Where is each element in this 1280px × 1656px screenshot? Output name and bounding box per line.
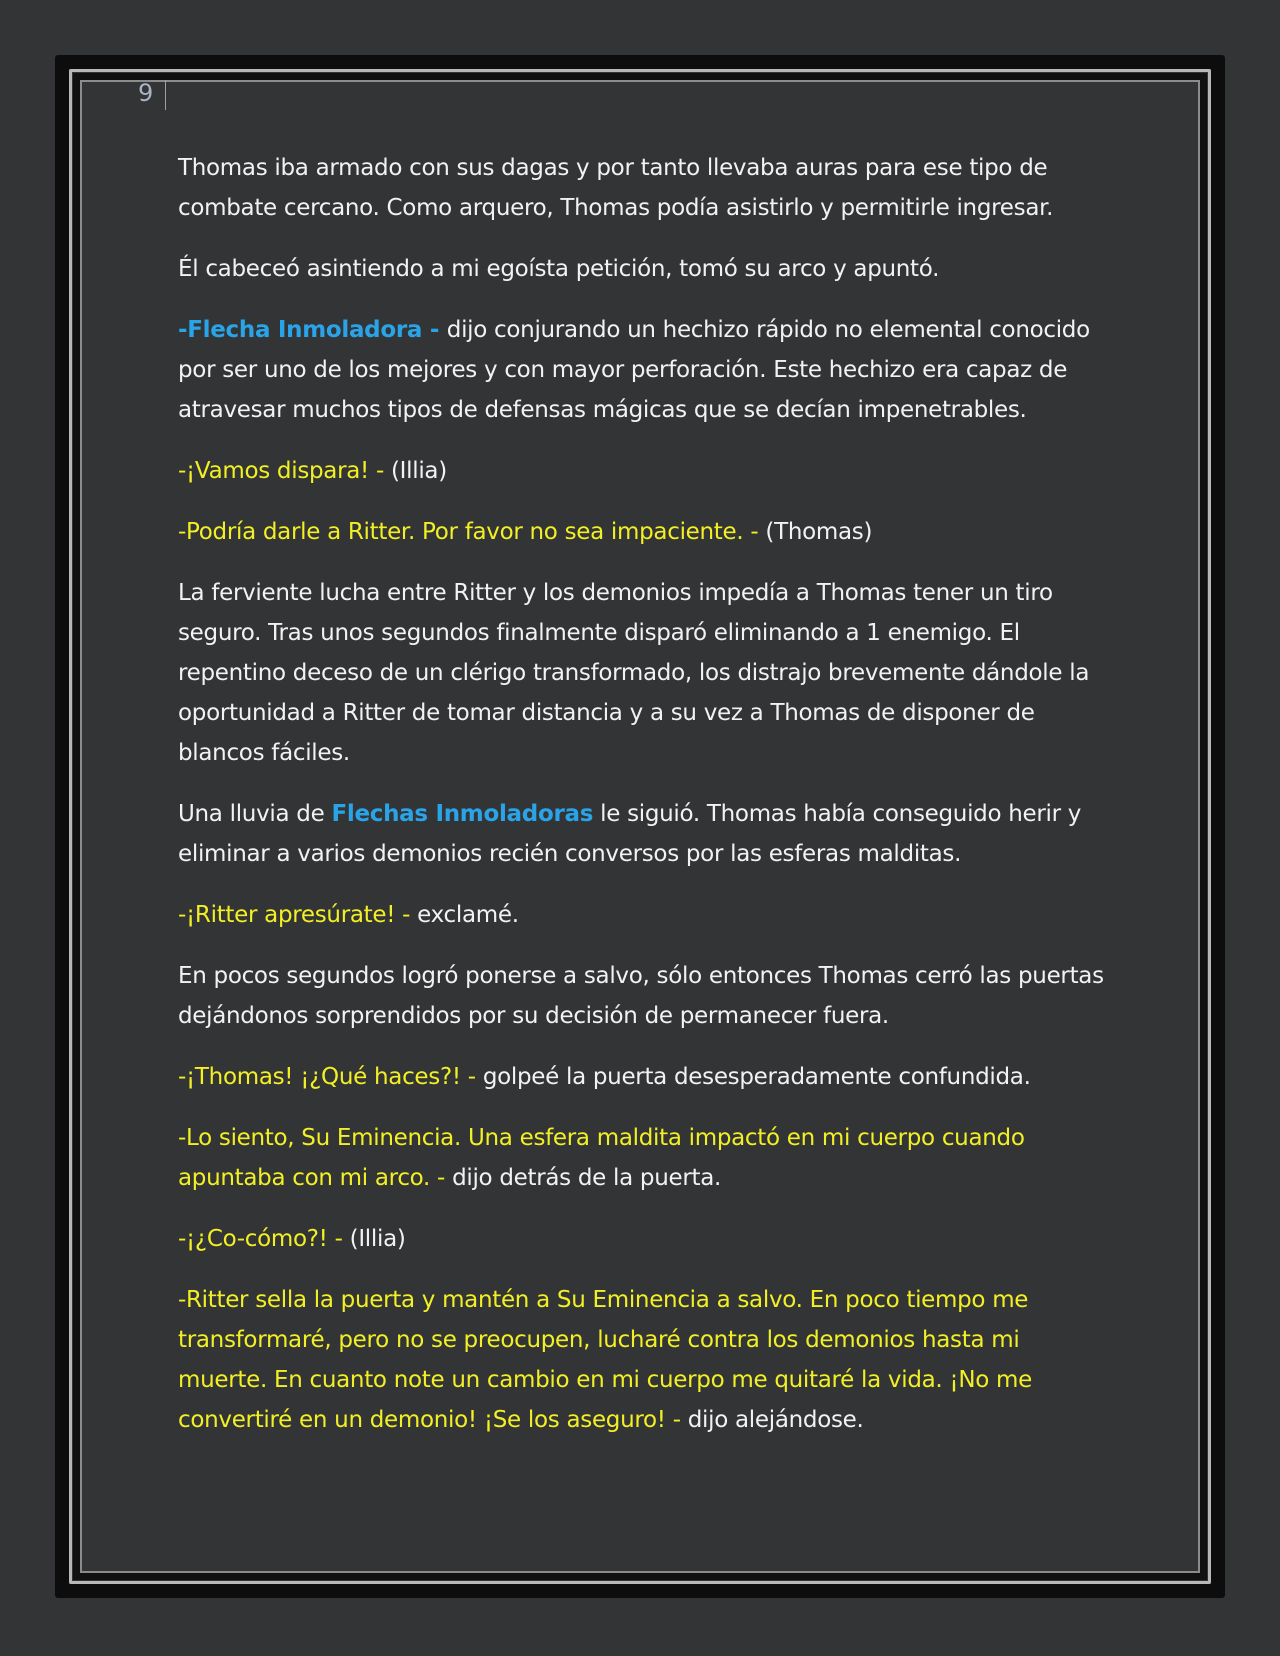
narration-text: La ferviente lucha entre Ritter y los demonios impedía a Thomas tener un tiro seguro. Tras unos segundos finalmente disparó eliminando a 1 enemigo. El repentino deceso de un clérigo transformado, los distrajo brevemente dándole la oportunidad a Ritter de tomar distancia y a su vez a Thomas de disponer de blancos fáciles. bbox=[178, 580, 1090, 766]
dialogue-text: -¡Vamos dispara! - bbox=[178, 458, 391, 484]
narration-text: le siguió. Thomas había conseguido herir y eliminar a varios demonios recién conversos por las esferas malditas. bbox=[178, 801, 1082, 867]
paragraph bbox=[178, 310, 1108, 430]
paragraph bbox=[178, 1057, 1108, 1097]
paragraph bbox=[178, 573, 1108, 773]
paragraph bbox=[178, 1118, 1108, 1198]
spell-name: Flechas Inmoladoras bbox=[331, 801, 594, 827]
narration-text: (Thomas) bbox=[765, 519, 873, 545]
paragraph bbox=[178, 794, 1108, 874]
paragraph bbox=[178, 1280, 1108, 1440]
narration-text: Él cabeceó asintiendo a mi egoísta petición, tomó su arco y apuntó. bbox=[178, 256, 940, 282]
narration-text: Thomas iba armado con sus dagas y por tanto llevaba auras para ese tipo de combate cercano. Como arquero, Thomas podía asistirlo y permitirle ingresar. bbox=[178, 155, 1054, 221]
dialogue-text: -¡Thomas! ¡¿Qué haces?! - bbox=[178, 1064, 483, 1090]
dialogue-text: -Podría darle a Ritter. Por favor no sea impaciente. - bbox=[178, 519, 766, 545]
paragraph bbox=[178, 148, 1108, 228]
page-number: 9 bbox=[138, 79, 154, 107]
narration-text: (Illia) bbox=[349, 1226, 406, 1252]
narration-text: exclamé. bbox=[417, 902, 519, 928]
story-text bbox=[178, 148, 1108, 1461]
dialogue-text: -Ritter sella la puerta y mantén a Su Eminencia a salvo. En poco tiempo me transformaré, pero no se preocupen, lucharé contra los demonios hasta mi muerte. En cuanto note un cambio en mi cuerpo me quitaré la vida. ¡No me convertiré en un demonio! ¡Se los aseguro! - bbox=[178, 1287, 1032, 1433]
paragraph bbox=[178, 956, 1108, 1036]
narration-text: dijo alejándose. bbox=[687, 1407, 864, 1433]
paragraph bbox=[178, 1219, 1108, 1259]
paragraph bbox=[178, 895, 1108, 935]
spell-name: -Flecha Inmoladora - bbox=[178, 317, 447, 343]
narration-text: (Illia) bbox=[391, 458, 447, 484]
narration-text: dijo detrás de la puerta. bbox=[452, 1165, 722, 1191]
paragraph bbox=[178, 451, 1108, 491]
narration-text: Una lluvia de bbox=[178, 801, 332, 827]
page-number-divider bbox=[165, 80, 166, 110]
dialogue-text: -¡Ritter apresúrate! - bbox=[178, 902, 418, 928]
narration-text: golpeé la puerta desesperadamente confundida. bbox=[482, 1064, 1031, 1090]
dialogue-text: -¡¿Co-cómo?! - bbox=[178, 1226, 350, 1252]
dialogue-text: -Lo siento, Su Eminencia. Una esfera maldita impactó en mi cuerpo cuando apuntaba con mi arco. - bbox=[178, 1125, 1025, 1191]
narration-text: En pocos segundos logró ponerse a salvo, sólo entonces Thomas cerró las puertas dejándonos sorprendidos por su decisión de permanecer fuera. bbox=[178, 963, 1104, 1029]
paragraph bbox=[178, 249, 1108, 289]
narration-text: dijo conjurando un hechizo rápido no elemental conocido por ser uno de los mejores y con mayor perforación. Este hechizo era capaz de atravesar muchos tipos de defensas mágicas que se decían impenetrables. bbox=[178, 317, 1090, 423]
paragraph bbox=[178, 512, 1108, 552]
